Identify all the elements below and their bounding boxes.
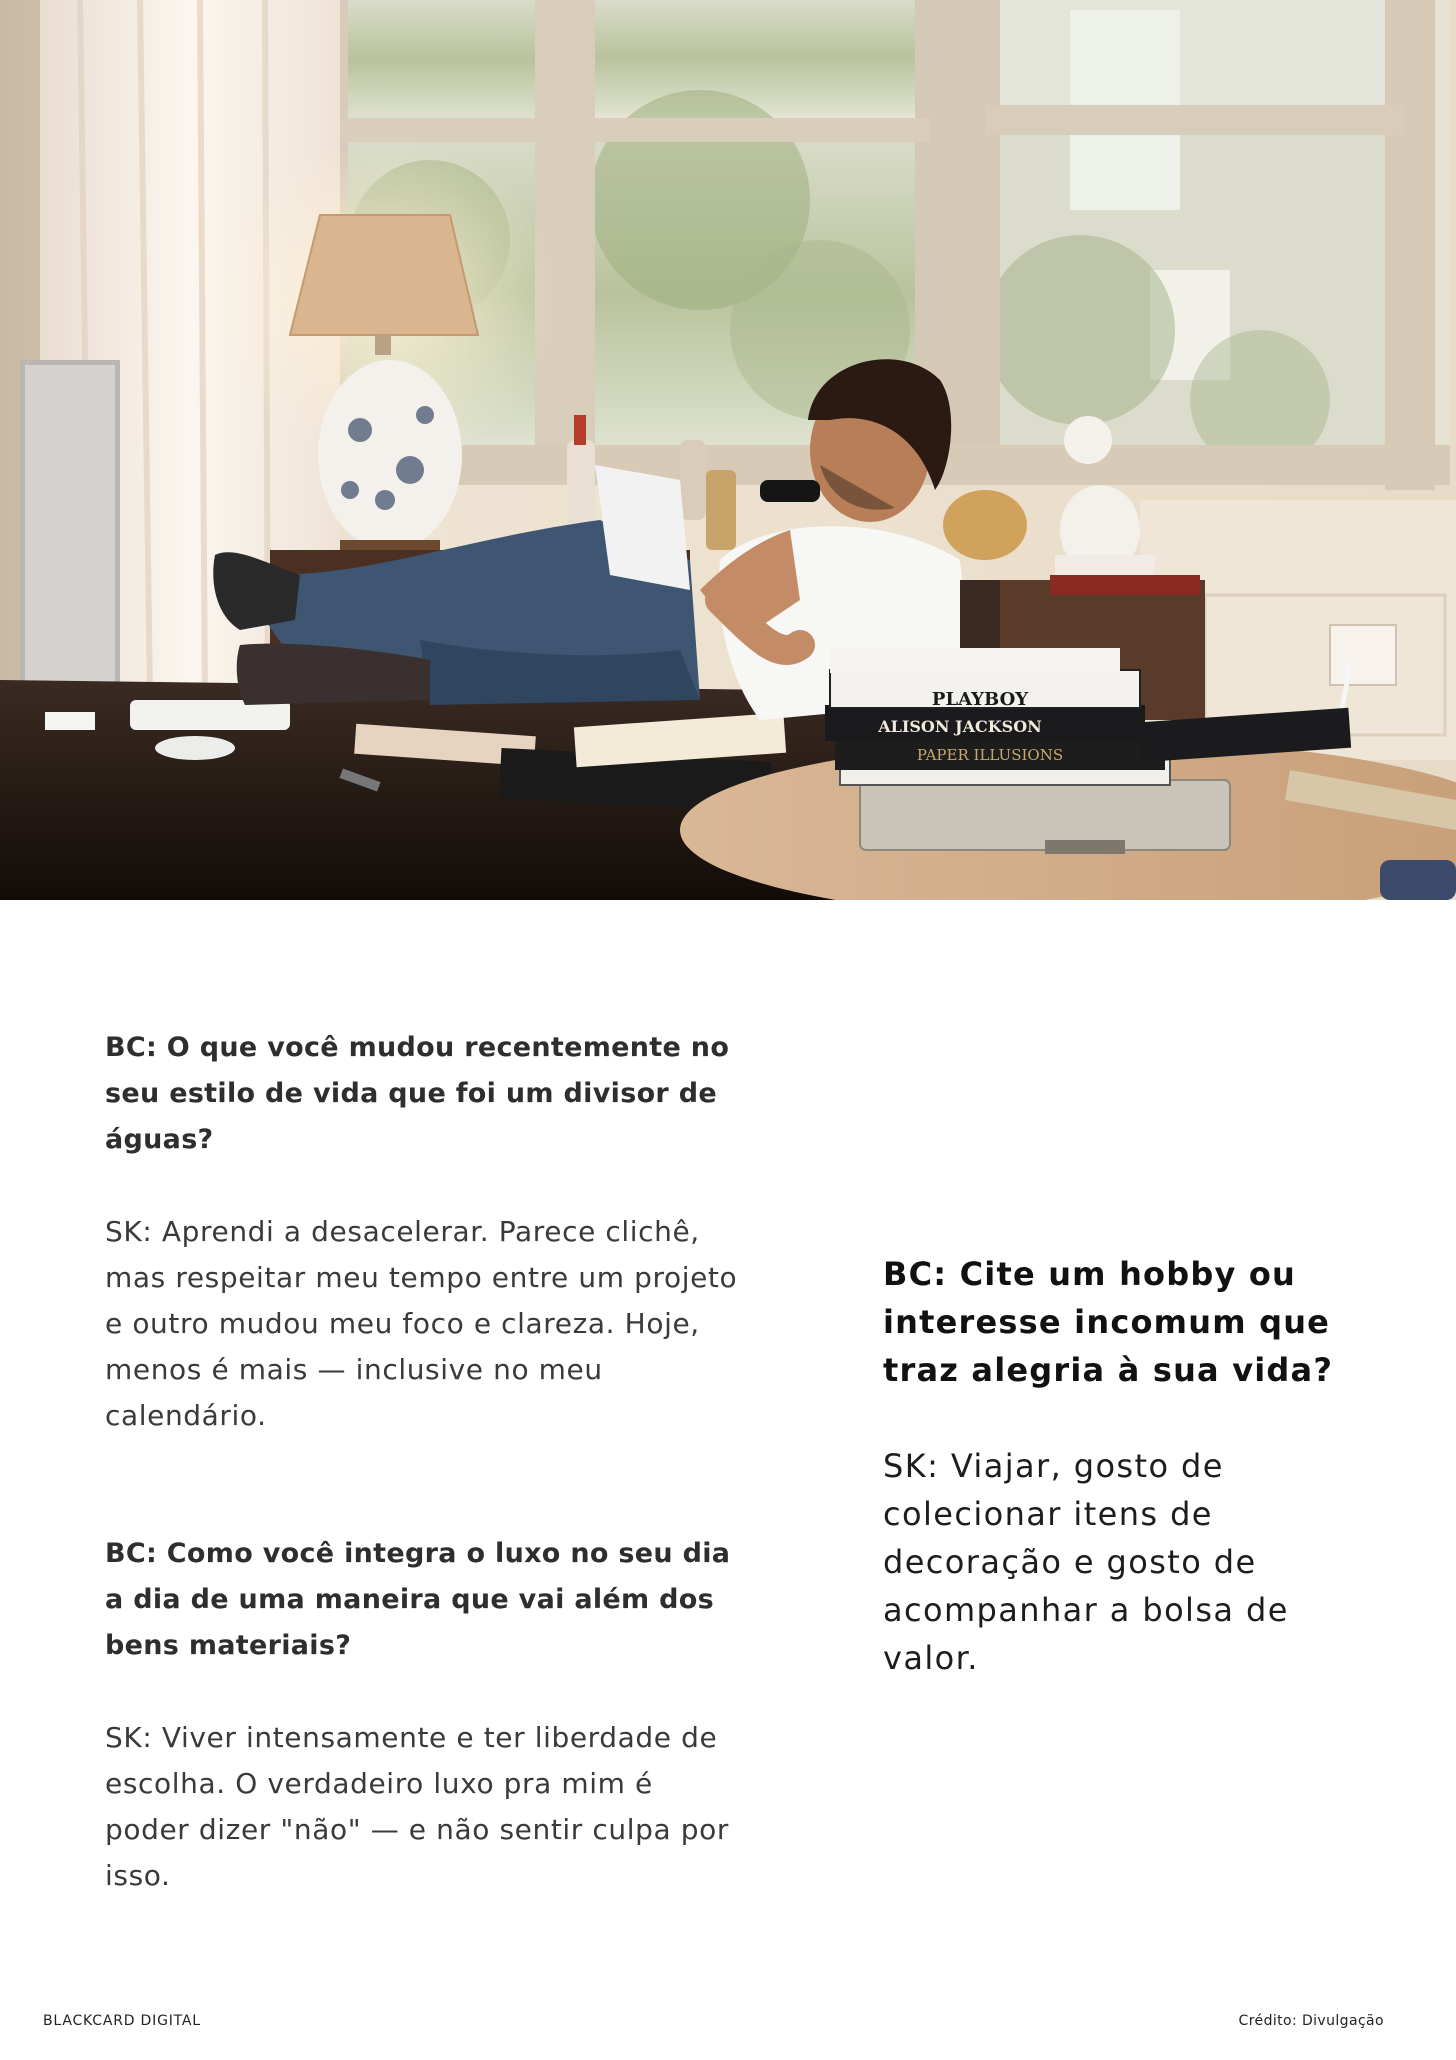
question-hobby: BC: Cite um hobby ou interesse incomum que traz alegria à sua vida? xyxy=(883,1255,1334,1389)
footer-photo-credit: Crédito: Divulgação xyxy=(1238,2013,1384,2029)
toy-car xyxy=(1380,860,1456,900)
office-scene-illustration xyxy=(0,0,1456,900)
mouse xyxy=(155,736,235,760)
footer-brand: BLACKCARD DIGITAL xyxy=(43,2013,201,2029)
keyboard xyxy=(130,700,290,730)
left-column xyxy=(105,1025,745,1899)
question-daily-luxury: BC: Como você integra o luxo no seu dia a dia de uma maneira que vai além dos bens materiais? xyxy=(105,1538,731,1661)
book-spine-playboy: PLAYBOY xyxy=(931,689,1029,710)
book-spine-alison-jackson: ALISON JACKSON xyxy=(878,717,1042,736)
hero-photo xyxy=(0,0,1456,900)
wall-outlet xyxy=(1330,625,1396,685)
answer-lifestyle-change: SK: Aprendi a desacelerar. Parece clichê, mas respeitar meu tempo entre um projeto e outro mudou meu foco e clareza. Hoje, menos é mais — inclusive no meu calendário. xyxy=(105,1215,738,1432)
question-lifestyle-change: BC: O que você mudou recentemente no seu estilo de vida que foi um divisor de águas? xyxy=(105,1032,730,1155)
book-spine-paper-illusions: PAPER ILLUSIONS xyxy=(916,746,1064,764)
answer-hobby: SK: Viajar, gosto de colecionar itens de decoração e gosto de acompanhar a bolsa de valor. xyxy=(883,1447,1289,1677)
right-column xyxy=(883,1250,1353,1682)
briefcase xyxy=(860,780,1230,850)
answer-daily-luxury: SK: Viver intensamente e ter liberdade de escolha. O verdadeiro luxo pra mim é poder dizer "não" — e não sentir culpa por isso. xyxy=(105,1721,729,1892)
